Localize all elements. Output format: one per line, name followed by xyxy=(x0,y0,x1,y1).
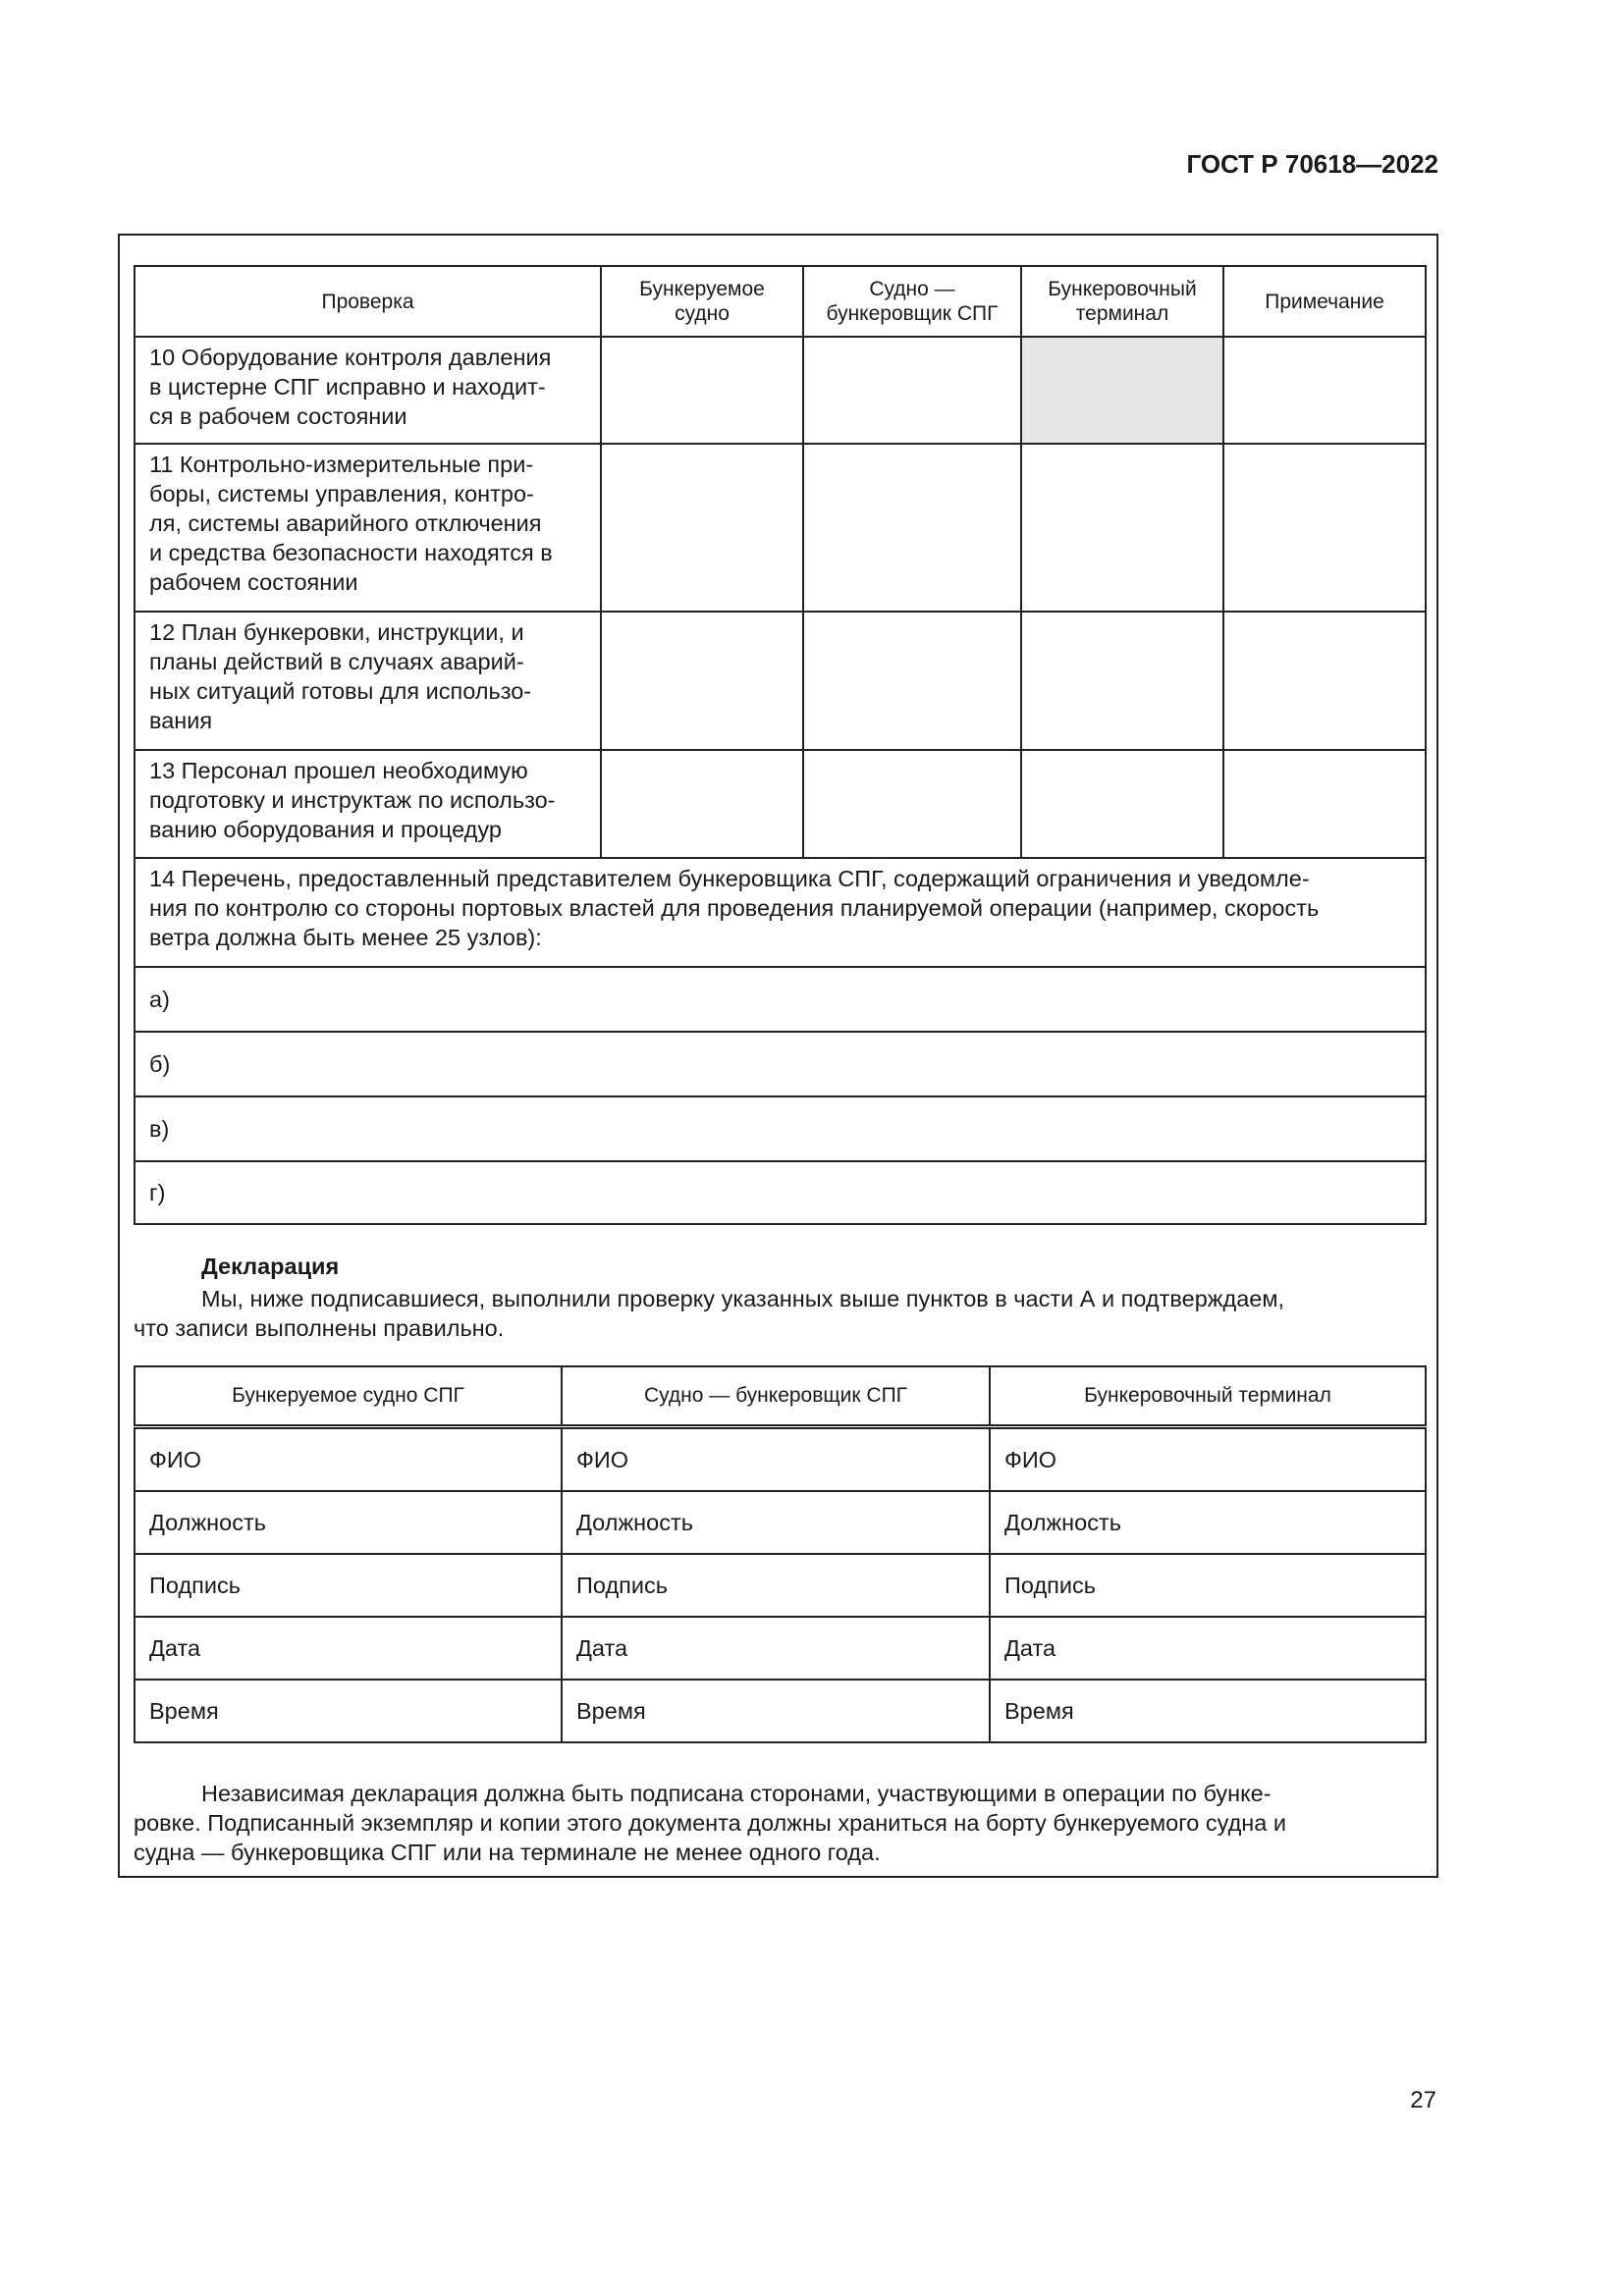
footer-note-line2: ровке. Подписанный экземпляр и копии этого документа должны храниться на борту бункеруемого судна и xyxy=(134,1810,1286,1836)
col-header-receiving-ship: Бункеруемое судно xyxy=(601,266,803,337)
declaration-title: Декларация xyxy=(201,1254,340,1279)
field-position[interactable]: Должность xyxy=(990,1491,1426,1554)
cell-terminal-na xyxy=(1021,337,1223,444)
field-date[interactable]: Дата xyxy=(562,1617,990,1680)
declaration-text-line1: Мы, ниже подписавшиеся, выполнили проверку указанных выше пунктов в части А и подтверждаем, xyxy=(201,1286,1285,1311)
field-signature[interactable]: Подпись xyxy=(562,1554,990,1617)
cell-bunker-ship[interactable] xyxy=(803,337,1021,444)
cell-note[interactable] xyxy=(1223,337,1426,444)
check-item-10: 10 Оборудование контроля давления в цистерне СПГ исправно и находит- ся в рабочем состоянии xyxy=(135,337,601,444)
cell-terminal[interactable] xyxy=(1021,444,1223,612)
cell-receiving-ship[interactable] xyxy=(601,750,803,858)
cell-receiving-ship[interactable] xyxy=(601,612,803,750)
document-code: ГОСТ Р 70618—2022 xyxy=(1186,149,1438,179)
col-header-check: Проверка xyxy=(135,266,601,337)
col-header-receiving-ship: Бункеруемое судно СПГ xyxy=(135,1366,562,1427)
table-row xyxy=(135,444,1426,612)
field-date[interactable]: Дата xyxy=(135,1617,562,1680)
cell-note[interactable] xyxy=(1223,612,1426,750)
cell-bunker-ship[interactable] xyxy=(803,444,1021,612)
field-position[interactable]: Должность xyxy=(135,1491,562,1554)
checklist-table xyxy=(134,265,1427,1225)
signature-table xyxy=(134,1365,1427,1743)
cell-bunker-ship[interactable] xyxy=(803,750,1021,858)
item14-subitem-a[interactable]: а) xyxy=(135,967,1426,1032)
field-time[interactable]: Время xyxy=(135,1680,562,1742)
table-row-date xyxy=(135,1617,1426,1680)
col-header-terminal: Бункеровочный терминал xyxy=(1021,266,1223,337)
page-number: 27 xyxy=(1410,2087,1436,2113)
cell-receiving-ship[interactable] xyxy=(601,337,803,444)
field-position[interactable]: Должность xyxy=(562,1491,990,1554)
cell-terminal[interactable] xyxy=(1021,612,1223,750)
cell-terminal[interactable] xyxy=(1021,750,1223,858)
field-name[interactable]: ФИО xyxy=(562,1427,990,1492)
field-time[interactable]: Время xyxy=(562,1680,990,1742)
table-header-row xyxy=(135,266,1426,337)
item14-subitem-b[interactable]: б) xyxy=(135,1032,1426,1096)
field-name[interactable]: ФИО xyxy=(135,1427,562,1492)
field-name[interactable]: ФИО xyxy=(990,1427,1426,1492)
item14-subitem-g[interactable]: г) xyxy=(135,1161,1426,1224)
item14-subitem-v[interactable]: в) xyxy=(135,1096,1426,1161)
check-item-13: 13 Персонал прошел необходимую подготовку и инструктаж по использо- ванию оборудования и процедур xyxy=(135,750,601,858)
footer-note-line3: судна — бункеровщика СПГ или на терминале не менее одного года. xyxy=(134,1840,881,1865)
field-signature[interactable]: Подпись xyxy=(990,1554,1426,1617)
field-time[interactable]: Время xyxy=(990,1680,1426,1742)
field-date[interactable]: Дата xyxy=(990,1617,1426,1680)
table-row xyxy=(135,750,1426,858)
table-row-time xyxy=(135,1680,1426,1742)
table-row-signature xyxy=(135,1554,1426,1617)
table-row-position xyxy=(135,1491,1426,1554)
cell-note[interactable] xyxy=(1223,750,1426,858)
check-item-14: 14 Перечень, предоставленный представителем бункеровщика СПГ, содержащий ограничения и уведомле- ния по контролю со стороны портовых властей для проведения планируемой операции (например, скорость ветра должна быть менее 25 узлов): xyxy=(135,858,1426,967)
footer-note-line1: Независимая декларация должна быть подписана сторонами, участвующими в операции по бунке- xyxy=(201,1781,1272,1806)
table-row xyxy=(135,337,1426,444)
check-item-12: 12 План бункеровки, инструкции, и планы действий в случаях аварий- ных ситуаций готовы для использо- вания xyxy=(135,612,601,750)
table-row xyxy=(135,858,1426,967)
table-row-name xyxy=(135,1427,1426,1492)
declaration-text-line2: что записи выполнены правильно. xyxy=(134,1315,505,1341)
col-header-bunker-ship: Судно — бункеровщик СПГ xyxy=(562,1366,990,1427)
field-signature[interactable]: Подпись xyxy=(135,1554,562,1617)
col-header-terminal: Бункеровочный терминал xyxy=(990,1366,1426,1427)
table-header-row xyxy=(135,1366,1426,1427)
col-header-bunker-ship: Судно — бункеровщик СПГ xyxy=(803,266,1021,337)
cell-receiving-ship[interactable] xyxy=(601,444,803,612)
cell-note[interactable] xyxy=(1223,444,1426,612)
check-item-11: 11 Контрольно-измерительные при- боры, системы управления, контро- ля, системы аварийного отключения и средства безопасности находятся в рабочем состоянии xyxy=(135,444,601,612)
col-header-note: Примечание xyxy=(1223,266,1426,337)
cell-bunker-ship[interactable] xyxy=(803,612,1021,750)
table-row xyxy=(135,612,1426,750)
